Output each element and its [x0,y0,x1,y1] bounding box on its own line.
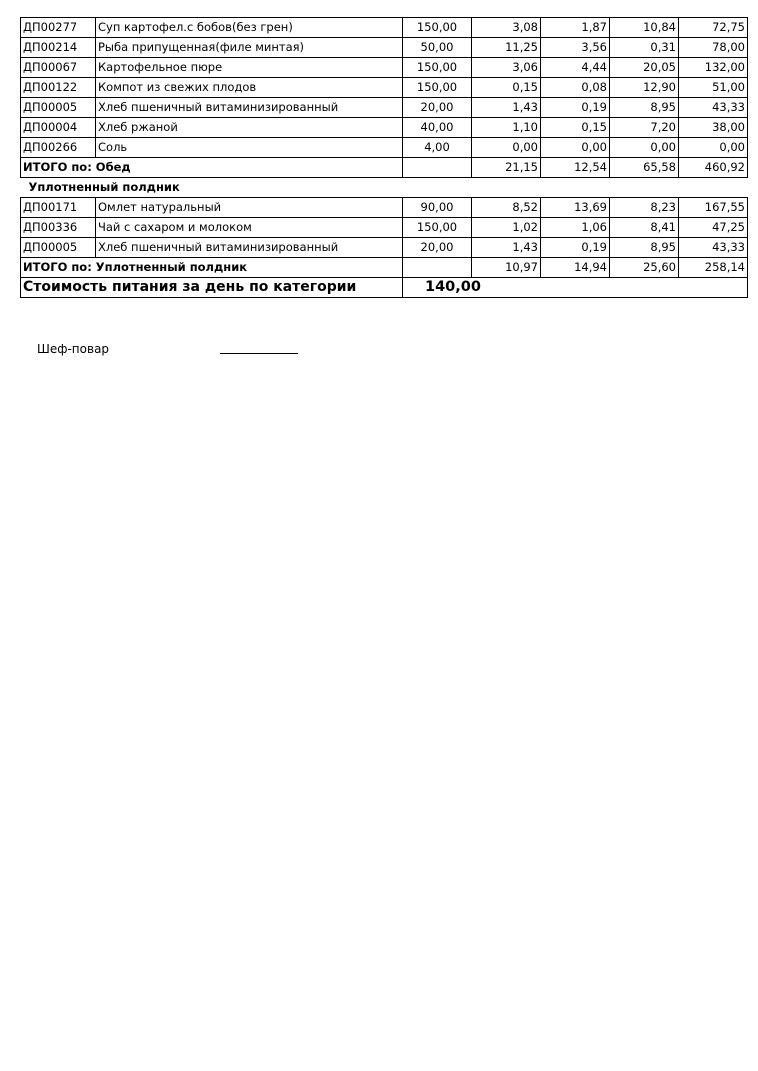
item-qty: 150,00 [403,218,472,238]
item-energy: 47,25 [679,218,748,238]
item-protein: 1,43 [472,238,541,258]
poldnik-section-row [21,178,748,198]
item-carbs: 7,20 [610,118,679,138]
table-row [21,38,748,58]
table-row [21,18,748,38]
table-row [21,138,748,158]
item-name: Чай с сахаром и молоком [96,218,403,238]
item-protein: 3,08 [472,18,541,38]
item-fat: 0,19 [541,238,610,258]
poldnik-total-label: ИТОГО по: Уплотненный полдник [21,258,403,278]
item-qty: 20,00 [403,238,472,258]
item-carbs: 8,41 [610,218,679,238]
obed-total-f: 12,54 [541,158,610,178]
item-carbs: 20,05 [610,58,679,78]
obed-total-u: 65,58 [610,158,679,178]
item-code: ДП00336 [21,218,96,238]
item-name: Рыба припущенная(филе минтая) [96,38,403,58]
obed-total-b: 21,15 [472,158,541,178]
item-fat: 13,69 [541,198,610,218]
item-energy: 38,00 [679,118,748,138]
item-code: ДП00266 [21,138,96,158]
poldnik-total-e: 258,14 [679,258,748,278]
item-energy: 43,33 [679,98,748,118]
item-protein: 0,00 [472,138,541,158]
table-row [21,58,748,78]
item-name: Картофельное пюре [96,58,403,78]
poldnik-total-u: 25,60 [610,258,679,278]
item-fat: 4,44 [541,58,610,78]
item-protein: 0,15 [472,78,541,98]
item-code: ДП00214 [21,38,96,58]
item-carbs: 8,23 [610,198,679,218]
table-row [21,118,748,138]
item-energy: 167,55 [679,198,748,218]
item-carbs: 0,31 [610,38,679,58]
item-energy: 51,00 [679,78,748,98]
grand-total-label: Стоимость питания за день по категории [21,278,403,298]
poldnik-total-f: 14,94 [541,258,610,278]
item-name: Омлет натуральный [96,198,403,218]
item-energy: 78,00 [679,38,748,58]
item-carbs: 12,90 [610,78,679,98]
item-code: ДП00122 [21,78,96,98]
item-fat: 0,00 [541,138,610,158]
item-code: ДП00067 [21,58,96,78]
item-protein: 8,52 [472,198,541,218]
item-carbs: 8,95 [610,238,679,258]
item-name: Хлеб пшеничный витаминизированный [96,98,403,118]
item-code: ДП00005 [21,98,96,118]
menu-table-body [21,18,748,298]
item-name: Суп картофел.с бобов(без грен) [96,18,403,38]
item-qty: 20,00 [403,98,472,118]
item-protein: 11,25 [472,38,541,58]
signature-line [220,353,298,354]
item-name: Компот из свежих плодов [96,78,403,98]
table-row [21,198,748,218]
chef-signature-label: Шеф-повар [37,342,110,356]
item-code: ДП00171 [21,198,96,218]
item-qty: 90,00 [403,198,472,218]
item-fat: 1,06 [541,218,610,238]
table-row [21,238,748,258]
item-code: ДП00004 [21,118,96,138]
item-qty: 150,00 [403,58,472,78]
item-carbs: 8,95 [610,98,679,118]
item-carbs: 10,84 [610,18,679,38]
poldnik-total-row [21,258,748,278]
item-protein: 3,06 [472,58,541,78]
item-fat: 1,87 [541,18,610,38]
poldnik-section-title: Уплотненный полдник [28,180,180,194]
item-name: Соль [96,138,403,158]
grand-total-row [21,278,748,298]
item-energy: 132,00 [679,58,748,78]
grand-total-value: 140,00 [403,278,541,298]
item-code: ДП00005 [21,238,96,258]
item-qty: 50,00 [403,38,472,58]
item-qty: 4,00 [403,138,472,158]
obed-total-label: ИТОГО по: Обед [21,158,403,178]
menu-table [20,17,748,298]
table-row [21,78,748,98]
table-row [21,218,748,238]
item-name: Хлеб пшеничный витаминизированный [96,238,403,258]
obed-total-e: 460,92 [679,158,748,178]
item-carbs: 0,00 [610,138,679,158]
item-energy: 0,00 [679,138,748,158]
table-row [21,98,748,118]
item-qty: 150,00 [403,18,472,38]
item-fat: 3,56 [541,38,610,58]
item-fat: 0,08 [541,78,610,98]
item-fat: 0,19 [541,98,610,118]
item-protein: 1,43 [472,98,541,118]
item-code: ДП00277 [21,18,96,38]
item-qty: 40,00 [403,118,472,138]
item-protein: 1,02 [472,218,541,238]
obed-total-row [21,158,748,178]
item-name: Хлеб ржаной [96,118,403,138]
item-fat: 0,15 [541,118,610,138]
item-energy: 43,33 [679,238,748,258]
poldnik-total-b: 10,97 [472,258,541,278]
item-protein: 1,10 [472,118,541,138]
item-energy: 72,75 [679,18,748,38]
item-qty: 150,00 [403,78,472,98]
